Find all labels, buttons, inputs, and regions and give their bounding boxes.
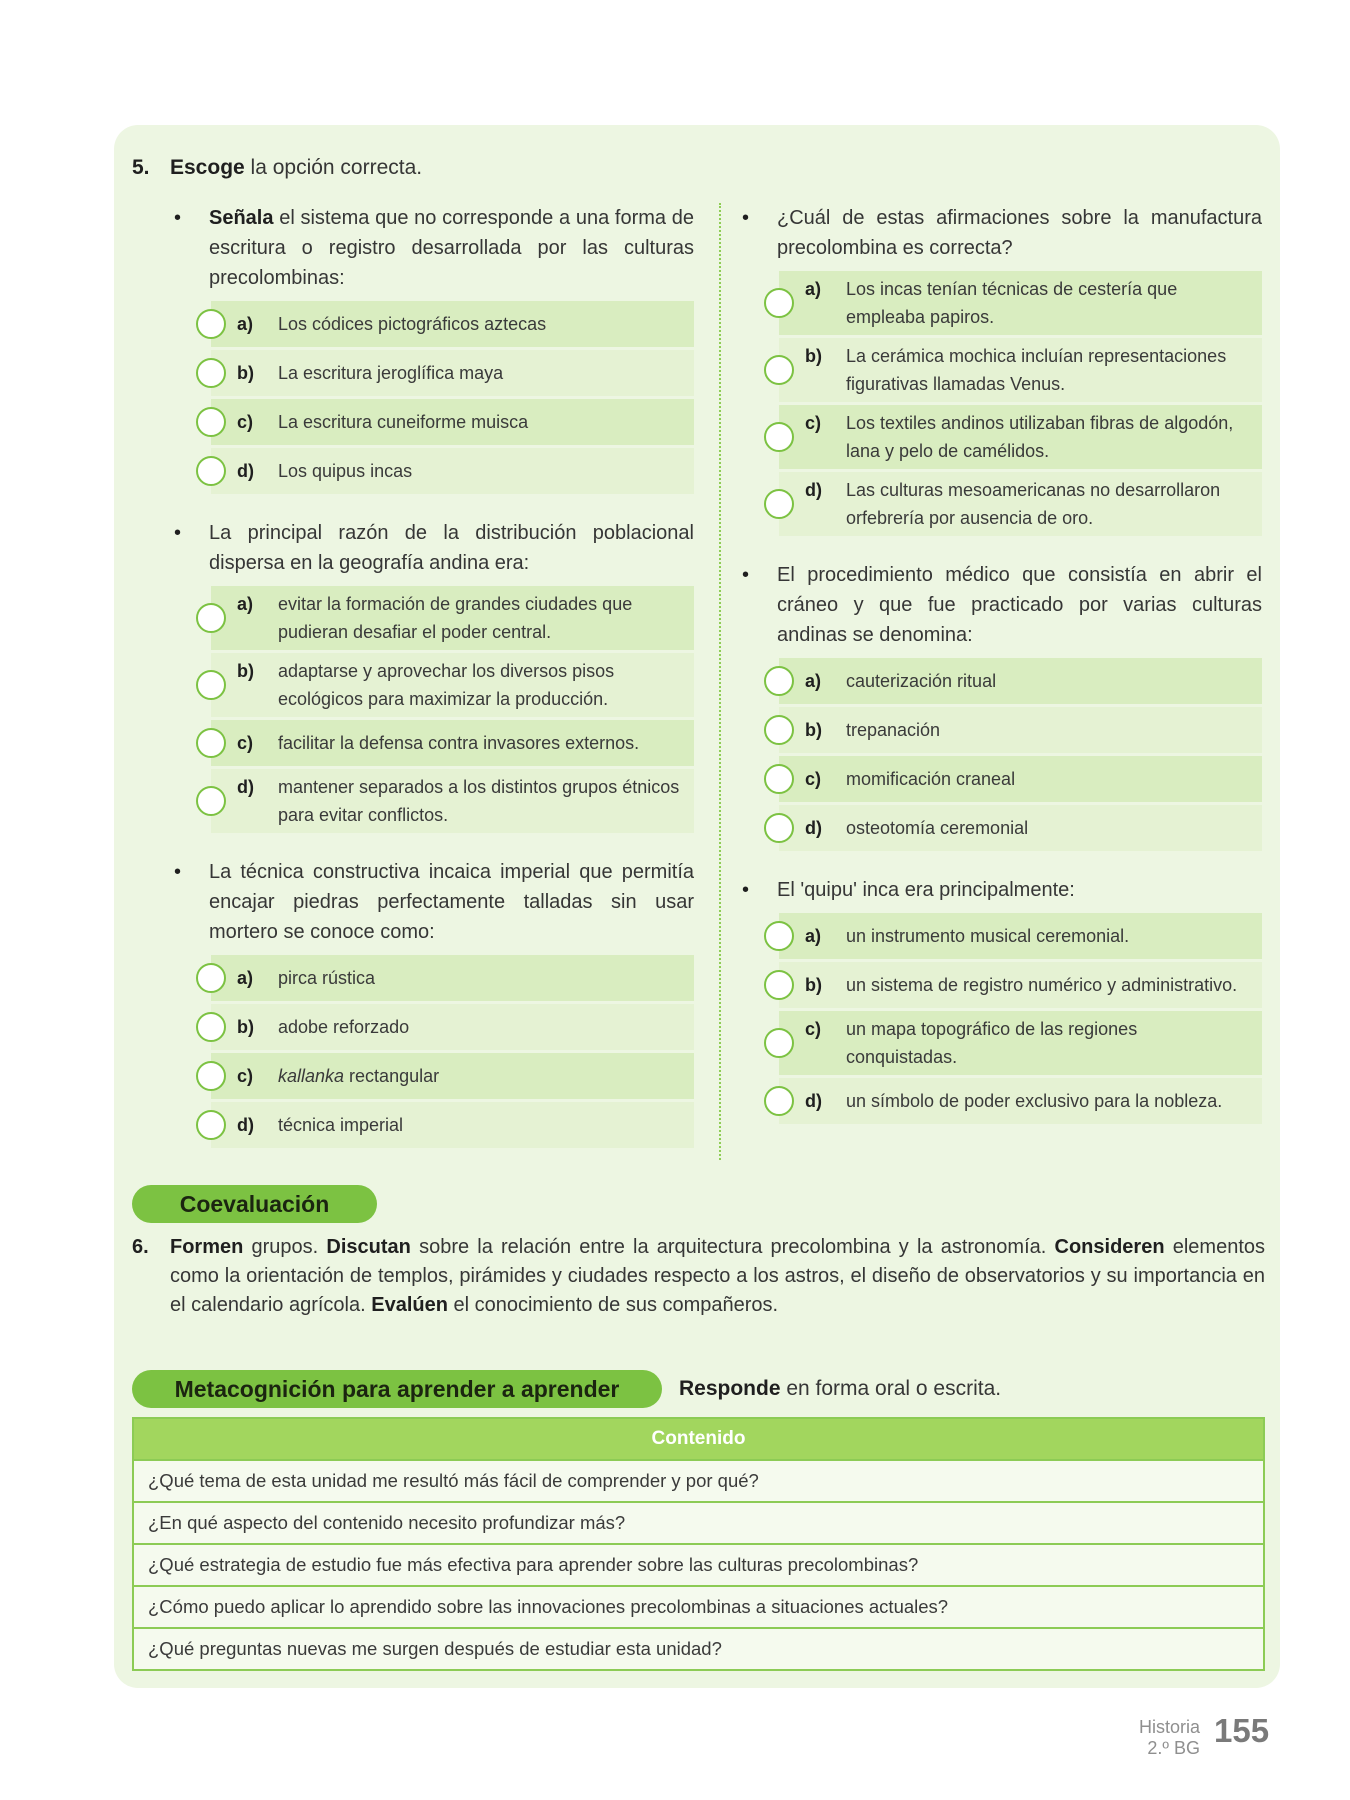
option-text: un sistema de registro numérico y administrativo. xyxy=(846,975,1238,995)
option-text: un mapa topográfico de las regiones conquistadas. xyxy=(846,1019,1138,1067)
instruction-text: la opción correcta. xyxy=(244,156,423,179)
option-b[interactable] xyxy=(211,1004,694,1050)
option-label: b) xyxy=(237,363,254,383)
option-label: c) xyxy=(237,733,254,753)
option-label: d) xyxy=(237,461,254,481)
radio-circle-icon[interactable] xyxy=(196,1061,226,1091)
instruction-verb: Responde xyxy=(679,1377,781,1400)
option-text: osteotomía ceremonial xyxy=(846,818,1029,838)
exercise-6-text xyxy=(170,1233,1265,1320)
option-content xyxy=(805,971,1252,999)
option-content xyxy=(805,765,1252,793)
option-text: cauterización ritual xyxy=(846,671,997,691)
option-b[interactable] xyxy=(779,707,1262,753)
option-content xyxy=(805,667,1252,695)
option-content xyxy=(237,964,684,992)
radio-circle-icon[interactable] xyxy=(196,1012,226,1042)
option-text: facilitar la defensa contra invasores externos. xyxy=(278,733,640,753)
radio-circle-icon[interactable] xyxy=(764,715,794,745)
option-text: Las culturas mesoamericanas no desarrollaron orfebrería por ausencia de oro. xyxy=(846,480,1221,528)
bullet-icon xyxy=(174,518,194,548)
option-d[interactable] xyxy=(779,1078,1262,1124)
instruction-verb: Escoge xyxy=(170,156,245,179)
coevaluacion-heading: Coevaluación xyxy=(132,1185,377,1223)
instruction-verb: Consideren xyxy=(1054,1236,1165,1258)
radio-circle-icon[interactable] xyxy=(196,786,226,816)
option-b[interactable] xyxy=(211,350,694,396)
option-a[interactable] xyxy=(211,955,694,1001)
option-text: La cerámica mochica incluían representaciones figurativas llamadas Venus. xyxy=(846,346,1227,394)
radio-circle-icon[interactable] xyxy=(196,407,226,437)
option-label: a) xyxy=(805,671,822,691)
question-manufacture xyxy=(742,203,1262,536)
question-writing-systems xyxy=(174,203,694,494)
option-text: La escritura cuneiforme muisca xyxy=(278,412,529,432)
option-text-italic: kallanka xyxy=(278,1066,345,1086)
radio-circle-icon[interactable] xyxy=(196,963,226,993)
option-content xyxy=(805,716,1252,744)
question-prompt: El procedimiento médico que consistía en abrir el cráneo y que fue practicado por varias culturas andinas se denomina: xyxy=(777,564,1262,646)
option-b[interactable] xyxy=(211,653,694,717)
instruction-text: en forma oral o escrita. xyxy=(780,1377,1002,1400)
option-content xyxy=(805,814,1252,842)
option-label: d) xyxy=(237,1115,254,1135)
radio-circle-icon[interactable] xyxy=(764,921,794,951)
option-content xyxy=(237,408,684,436)
option-text: evitar la formación de grandes ciudades que pudieran desafiar el poder central. xyxy=(278,594,633,642)
option-content xyxy=(237,359,684,387)
right-column xyxy=(742,203,1262,1127)
table-row xyxy=(133,1586,1264,1628)
option-a[interactable] xyxy=(779,658,1262,704)
radio-circle-icon[interactable] xyxy=(196,309,226,339)
option-label: a) xyxy=(237,968,254,988)
option-text: adaptarse y aprovechar los diversos pisos ecológicos para maximizar la producción. xyxy=(278,661,615,709)
prompt-text: el sistema que no corresponde a una forma de escritura o registro desarrollada por las culturas precolombinas: xyxy=(209,207,694,289)
radio-circle-icon[interactable] xyxy=(764,355,794,385)
question-prompt: La técnica constructiva incaica imperial que permitía encajar piedras perfectamente talladas sin usar mortero se conoce como: xyxy=(209,861,694,943)
instruction-verb: Discutan xyxy=(326,1236,411,1258)
question-prompt: El 'quipu' inca era principalmente: xyxy=(777,879,1075,901)
question-inca-construction xyxy=(174,857,694,1148)
instruction-verb: Evalúen xyxy=(371,1294,448,1316)
option-text: pirca rústica xyxy=(278,968,376,988)
option-label: d) xyxy=(805,1091,822,1111)
option-text: un símbolo de poder exclusivo para la nobleza. xyxy=(846,1091,1223,1111)
option-a[interactable] xyxy=(211,586,694,650)
option-content xyxy=(805,1087,1252,1115)
option-label: a) xyxy=(805,926,822,946)
option-label: d) xyxy=(237,777,254,797)
prompt-verb: Señala xyxy=(209,207,274,229)
radio-circle-icon[interactable] xyxy=(196,670,226,700)
option-content xyxy=(237,590,684,646)
radio-circle-icon[interactable] xyxy=(764,1086,794,1116)
option-label: b) xyxy=(237,1017,254,1037)
option-content xyxy=(237,457,684,485)
option-text: técnica imperial xyxy=(278,1115,404,1135)
radio-circle-icon[interactable] xyxy=(196,456,226,486)
radio-circle-icon[interactable] xyxy=(196,728,226,758)
option-d[interactable] xyxy=(779,805,1262,851)
option-content xyxy=(237,1013,684,1041)
table-header-row xyxy=(133,1418,1264,1460)
bullet-icon xyxy=(742,203,762,233)
option-text: mantener separados a los distintos grupos étnicos para evitar conflictos. xyxy=(278,777,680,825)
metacognicion-heading: Metacognición para aprender a aprender xyxy=(132,1370,662,1408)
table-cell: ¿Cómo puedo aplicar lo aprendido sobre las innovaciones precolombinas a situaciones actuales? xyxy=(133,1586,1264,1628)
option-c[interactable] xyxy=(211,399,694,445)
option-text-rest: rectangular xyxy=(344,1066,440,1086)
subject-name: Historia xyxy=(1138,1717,1200,1737)
options-list xyxy=(211,301,694,494)
option-content xyxy=(237,729,684,757)
question-quipu xyxy=(742,875,1262,1124)
option-label: c) xyxy=(805,1019,822,1039)
option-c[interactable] xyxy=(779,405,1262,469)
radio-circle-icon[interactable] xyxy=(764,970,794,1000)
table-row xyxy=(133,1460,1264,1502)
option-text: adobe reforzado xyxy=(278,1017,410,1037)
bullet-icon xyxy=(174,857,194,887)
radio-circle-icon[interactable] xyxy=(196,1110,226,1140)
exercise-5-instruction xyxy=(132,153,422,183)
bullet-icon xyxy=(742,875,762,905)
option-content xyxy=(805,342,1252,398)
instruction-text: el conocimiento de sus compañeros. xyxy=(447,1294,779,1316)
metacognition-table xyxy=(132,1417,1265,1671)
exercise-number: 5. xyxy=(132,156,150,179)
option-content xyxy=(237,657,684,713)
option-c[interactable] xyxy=(211,1053,694,1099)
radio-circle-icon[interactable] xyxy=(764,764,794,794)
left-column xyxy=(174,203,694,1151)
option-label: c) xyxy=(805,769,822,789)
option-content xyxy=(237,310,684,338)
option-label: b) xyxy=(805,720,822,740)
option-text xyxy=(278,1062,684,1090)
table-row xyxy=(133,1628,1264,1670)
option-label: c) xyxy=(237,412,254,432)
radio-circle-icon[interactable] xyxy=(764,813,794,843)
option-text: La escritura jeroglífica maya xyxy=(278,363,504,383)
question-cranial-procedure xyxy=(742,560,1262,851)
option-text: un instrumento musical ceremonial. xyxy=(846,926,1130,946)
options-list xyxy=(779,658,1262,851)
option-label: a) xyxy=(237,314,254,334)
option-content xyxy=(805,409,1252,465)
option-a[interactable] xyxy=(211,301,694,347)
option-text: Los incas tenían técnicas de cestería que empleaba papiros. xyxy=(846,279,1178,327)
column-divider xyxy=(719,203,721,1160)
radio-circle-icon[interactable] xyxy=(764,422,794,452)
option-label: b) xyxy=(237,661,254,681)
option-label: d) xyxy=(805,818,822,838)
question-prompt: ¿Cuál de estas afirmaciones sobre la manufactura precolombina es correcta? xyxy=(777,207,1262,259)
instruction-text: elementos como la orientación de templos, pirámides y ciudades respecto a los astros, el diseño de observatorios y su importancia en el calendario agrícola. xyxy=(170,1236,1266,1316)
option-c[interactable] xyxy=(211,720,694,766)
page-number: 155 xyxy=(1214,1712,1270,1749)
question-prompt: La principal razón de la distribución poblacional dispersa en la geografía andina era: xyxy=(209,522,694,574)
option-label: a) xyxy=(237,594,254,614)
option-label: d) xyxy=(805,480,822,500)
option-text: Los quipus incas xyxy=(278,461,413,481)
table-cell: ¿Qué preguntas nuevas me surgen después de estudiar esta unidad? xyxy=(133,1628,1264,1670)
option-b[interactable] xyxy=(779,338,1262,402)
question-andean-population xyxy=(174,518,694,833)
option-label: b) xyxy=(805,975,822,995)
option-content xyxy=(237,1111,684,1139)
bullet-icon xyxy=(742,560,762,590)
table-cell: ¿Qué estrategia de estudio fue más efectiva para aprender sobre las culturas precolombinas? xyxy=(133,1544,1264,1586)
options-list xyxy=(211,955,694,1148)
option-b[interactable] xyxy=(779,962,1262,1008)
grade-level: 2.º BG xyxy=(1147,1738,1200,1758)
option-text: Los textiles andinos utilizaban fibras de algodón, lana y pelo de camélidos. xyxy=(846,413,1234,461)
radio-circle-icon[interactable] xyxy=(764,666,794,696)
option-content xyxy=(237,773,684,829)
exercise-number: 6. xyxy=(132,1236,149,1258)
option-content xyxy=(805,275,1252,331)
table-row xyxy=(133,1502,1264,1544)
option-a[interactable] xyxy=(779,913,1262,959)
option-content xyxy=(805,1015,1252,1071)
table-row xyxy=(133,1544,1264,1586)
option-label: c) xyxy=(237,1066,254,1086)
table-cell: ¿En qué aspecto del contenido necesito profundizar más? xyxy=(133,1502,1264,1544)
option-text: momificación craneal xyxy=(846,769,1016,789)
instruction-verb: Formen xyxy=(170,1236,244,1258)
table-cell: ¿Qué tema de esta unidad me resultó más fácil de comprender y por qué? xyxy=(133,1460,1264,1502)
option-text: trepanación xyxy=(846,720,941,740)
options-list xyxy=(211,586,694,833)
options-list xyxy=(779,271,1262,536)
column-header-contenido: Contenido xyxy=(133,1418,1264,1460)
option-d[interactable] xyxy=(211,1102,694,1148)
question-prompt xyxy=(174,203,694,293)
option-d[interactable] xyxy=(211,769,694,833)
instruction-text: grupos. xyxy=(243,1236,327,1258)
option-content xyxy=(805,922,1252,950)
options-list xyxy=(779,913,1262,1124)
radio-circle-icon[interactable] xyxy=(764,288,794,318)
option-content xyxy=(237,1062,684,1090)
exercise-6 xyxy=(132,1233,1265,1320)
option-label: a) xyxy=(805,279,822,299)
instruction-text: sobre la relación entre la arquitectura precolombina y la astronomía. xyxy=(410,1236,1055,1258)
bullet-icon xyxy=(174,203,194,233)
option-c[interactable] xyxy=(779,1011,1262,1075)
radio-circle-icon[interactable] xyxy=(196,358,226,388)
option-content xyxy=(805,476,1252,532)
option-label: c) xyxy=(805,413,822,433)
option-d[interactable] xyxy=(779,472,1262,536)
radio-circle-icon[interactable] xyxy=(764,1028,794,1058)
radio-circle-icon[interactable] xyxy=(764,489,794,519)
footer-subject xyxy=(1139,1717,1200,1759)
option-d[interactable] xyxy=(211,448,694,494)
option-label: b) xyxy=(805,346,822,366)
option-text: Los códices pictográficos aztecas xyxy=(278,314,547,334)
option-c[interactable] xyxy=(779,756,1262,802)
radio-circle-icon[interactable] xyxy=(196,603,226,633)
option-a[interactable] xyxy=(779,271,1262,335)
metacognicion-instruction xyxy=(679,1370,1001,1408)
